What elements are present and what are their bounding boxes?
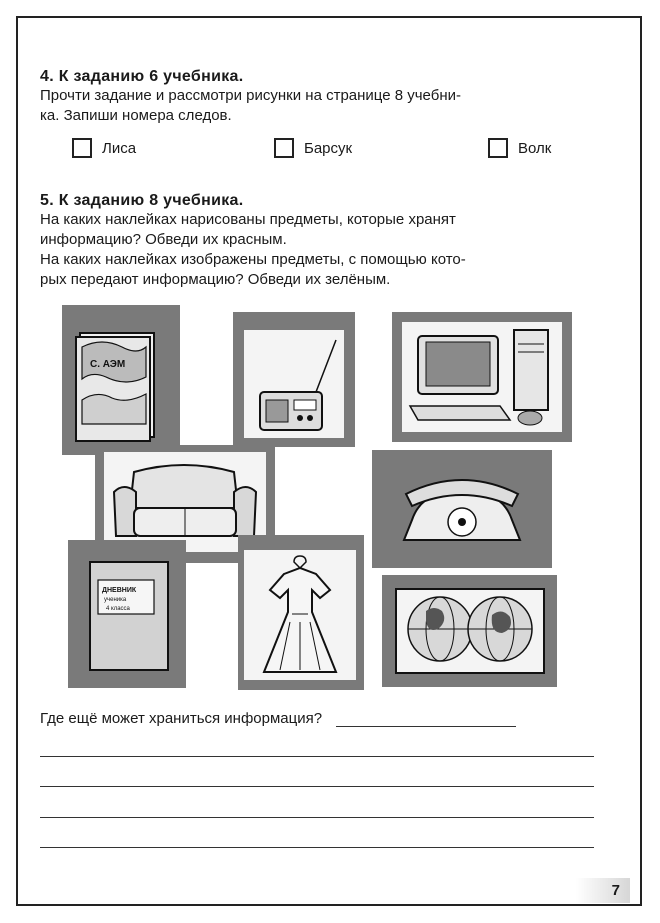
fox-checkbox[interactable]: [72, 138, 92, 158]
world-map-icon: [382, 575, 557, 687]
radio-icon: [244, 330, 344, 438]
choice-wolf[interactable]: Волк: [488, 138, 551, 158]
diary-icon: [68, 540, 186, 688]
task-5: [40, 192, 620, 290]
book-cover-text: С. АЭМ: [90, 359, 126, 370]
answer-line-2[interactable]: [40, 756, 594, 757]
telephone-icon: [372, 450, 552, 568]
question-text: Где ещё может храниться информация?: [40, 710, 323, 727]
book-icon: [62, 305, 180, 455]
computer-icon: [402, 322, 562, 432]
answer-line-1[interactable]: [336, 708, 516, 727]
dress-icon: [244, 550, 356, 680]
question-row: [40, 708, 516, 727]
diary-title: ДНЕВНИК: [102, 587, 137, 594]
badger-checkbox[interactable]: [274, 138, 294, 158]
diary-subtitle: ученика: [104, 597, 127, 603]
task-4-text: Прочти задание и рассмотри рисунки на странице 8 учебни- ка. Запиши номера следов.: [40, 87, 461, 124]
answer-line-4[interactable]: [40, 817, 594, 818]
task-5-text: На каких наклейках нарисованы предметы, которые хранят информацию? Обведи их красным. На каких наклейках изображены предметы, с помощью кото- рых передают информацию? Обведи их зелёным.: [40, 211, 466, 288]
diary-class: 4 класса: [106, 606, 130, 612]
task-5-title: 5. К заданию 8 учебника.: [40, 192, 244, 209]
answer-line-3[interactable]: [40, 786, 594, 787]
task-4: [40, 68, 620, 126]
task-4-choices: [72, 138, 592, 164]
wolf-checkbox[interactable]: [488, 138, 508, 158]
page-number: 7: [576, 878, 630, 903]
task-4-title: 4. К заданию 6 учебника.: [40, 68, 244, 85]
answer-line-5[interactable]: [40, 847, 594, 848]
choice-badger[interactable]: Барсук: [274, 138, 352, 158]
choice-fox[interactable]: Лиса: [72, 138, 136, 158]
